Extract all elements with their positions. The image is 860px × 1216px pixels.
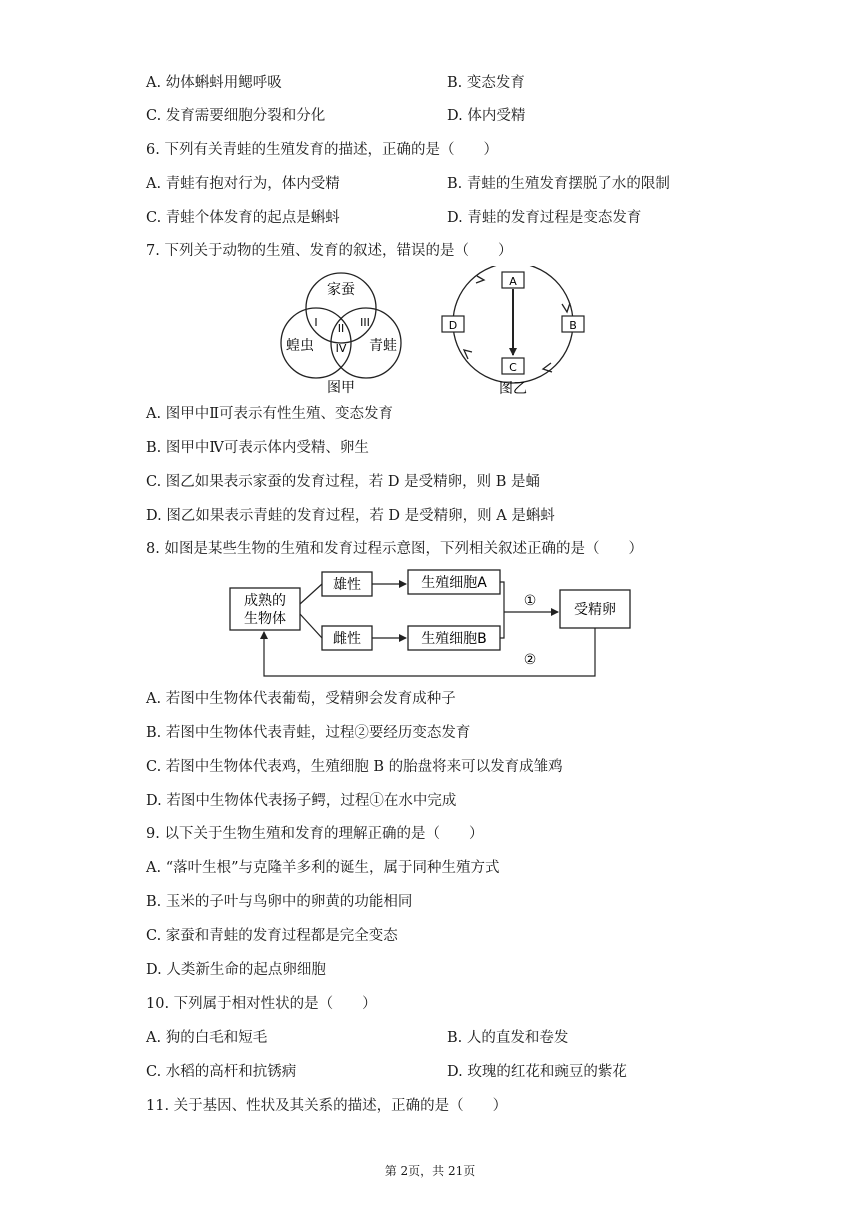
cycle-label-d: D <box>448 319 458 332</box>
reproduction-flow-diagram <box>226 566 636 682</box>
q7-stem: 7. 下列关于动物的生殖、发育的叙述，错误的是（ ） <box>146 243 513 259</box>
venn-caption: 图甲 <box>327 380 355 396</box>
cycle-label-a: A <box>509 275 517 288</box>
venn-label-silkworm: 家蚕 <box>327 282 355 298</box>
flow-label-step-2: ② <box>523 652 537 668</box>
venn-region-1: I <box>314 316 318 329</box>
venn-label-locust: 蝗虫 <box>286 338 314 354</box>
q6-option-c: C. 青蛙个体发育的起点是蝌蚪 <box>146 210 340 226</box>
flow-label-step-1: ① <box>523 593 537 609</box>
venn-region-4: IV <box>335 342 347 355</box>
q10-option-c: C. 水稻的高杆和抗锈病 <box>146 1064 297 1080</box>
flow-label-organism-2: 生物体 <box>244 611 286 627</box>
q7-option-c: C. 图乙如果表示家蚕的发育过程，若 D 是受精卵，则 B 是蛹 <box>146 474 541 490</box>
cycle-arrow-c-to-d <box>464 350 472 359</box>
q7-option-a: A. 图甲中Ⅱ可表示有性生殖、变态发育 <box>146 406 394 422</box>
q8-option-b: B. 若图中生物体代表青蛙，过程②要经历变态发育 <box>146 725 471 741</box>
q6-stem: 6. 下列有关青蛙的生殖发育的描述，正确的是（ ） <box>146 142 498 158</box>
cycle-arrow-a-to-b <box>562 303 570 312</box>
venn-region-2: II <box>337 322 345 335</box>
q11-stem: 11. 关于基因、性状及其关系的描述，正确的是（ ） <box>146 1098 508 1114</box>
q10-option-d: D. 玫瑰的红花和豌豆的紫花 <box>447 1064 627 1080</box>
q7-option-b: B. 图甲中Ⅳ可表示体内受精、卵生 <box>146 440 369 456</box>
q9-option-c: C. 家蚕和青蛙的发育过程都是完全变态 <box>146 928 398 944</box>
flow-label-male: 雄性 <box>333 577 361 593</box>
cycle-diagram-figure <box>436 266 596 400</box>
q7-option-d: D. 图乙如果表示青蛙的发育过程，若 D 是受精卵，则 A 是蝌蚪 <box>146 508 555 524</box>
q8-option-a: A. 若图中生物体代表葡萄，受精卵会发育成种子 <box>146 691 456 707</box>
q8-option-d: D. 若图中生物体代表扬子鳄，过程①在水中完成 <box>146 793 457 809</box>
cycle-arrow-b-to-c <box>543 363 552 372</box>
q8-option-c: C. 若图中生物体代表鸡，生殖细胞 B 的胎盘将来可以发育成雏鸡 <box>146 759 563 775</box>
flow-line-organism-female <box>300 614 322 638</box>
q6-option-a: A. 青蛙有抱对行为，体内受精 <box>146 176 340 192</box>
q9-option-d: D. 人类新生命的起点卵细胞 <box>146 962 326 978</box>
cycle-arrow-d-to-a <box>476 276 484 283</box>
q9-option-b: B. 玉米的子叶与鸟卵中的卵黄的功能相同 <box>146 894 413 910</box>
q10-option-a: A. 狗的白毛和短毛 <box>146 1030 268 1046</box>
q5-option-b: B. 变态发育 <box>447 75 525 91</box>
flow-label-organism-1: 成熟的 <box>244 593 286 609</box>
q10-option-b: B. 人的直发和卷发 <box>447 1030 569 1046</box>
venn-diagram-figure <box>266 270 416 400</box>
q9-option-a: A. “落叶生根”与克隆羊多利的诞生，属于同种生殖方式 <box>146 860 500 876</box>
venn-region-3: III <box>360 316 370 329</box>
q10-stem: 10. 下列属于相对性状的是（ ） <box>146 996 377 1012</box>
flow-label-gamete-b: 生殖细胞B <box>421 631 487 647</box>
page-footer: 第 2页，共 21页 <box>384 1164 476 1178</box>
q5-option-d: D. 体内受精 <box>447 108 526 124</box>
q5-option-a: A. 幼体蝌蚪用鳃呼吸 <box>146 75 282 91</box>
q6-option-b: B. 青蛙的生殖发育摆脱了水的限制 <box>447 176 670 192</box>
q6-option-d: D. 青蛙的发育过程是变态发育 <box>447 210 642 226</box>
flow-line-organism-male <box>300 584 322 604</box>
venn-label-frog: 青蛙 <box>369 338 397 354</box>
flow-label-zygote: 受精卵 <box>574 602 616 618</box>
cycle-label-b: B <box>569 319 577 332</box>
flow-label-female: 雌性 <box>333 631 361 647</box>
cycle-label-c: C <box>509 361 517 374</box>
flow-label-gamete-a: 生殖细胞A <box>421 575 487 591</box>
q8-stem: 8. 如图是某些生物的生殖和发育过程示意图，下列相关叙述正确的是（ ） <box>146 541 643 557</box>
q5-option-c: C. 发育需要细胞分裂和分化 <box>146 108 326 124</box>
q9-stem: 9. 以下关于生物生殖和发育的理解正确的是（ ） <box>146 826 484 842</box>
cycle-caption: 图乙 <box>499 381 527 397</box>
